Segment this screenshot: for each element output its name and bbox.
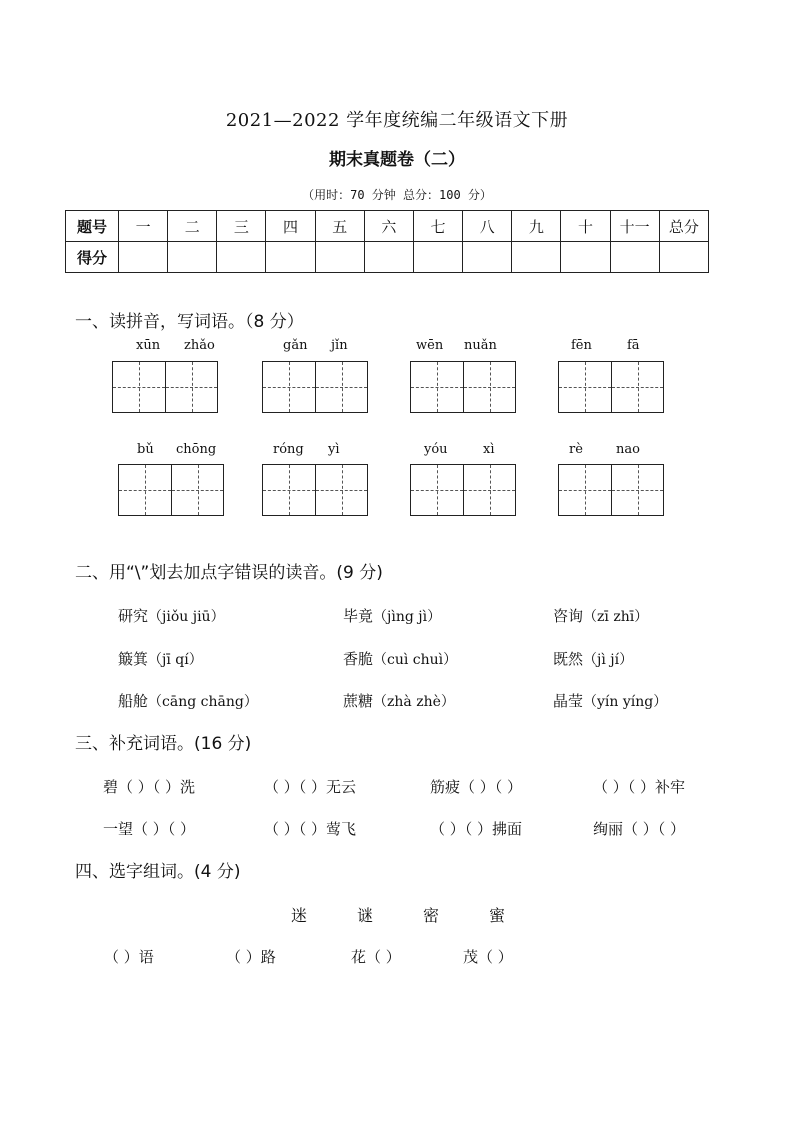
writing-grid[interactable] [118, 464, 224, 516]
tianzige-cell[interactable] [315, 362, 367, 412]
score-table-score-row [66, 242, 709, 273]
pinyin-label: nuǎn [464, 338, 497, 353]
word-blank[interactable]: 茂（ ） [463, 948, 513, 966]
choice-char: 迷 [291, 906, 308, 925]
pinyin-label: xūn [136, 338, 161, 353]
idiom-blank[interactable]: （ ）（ ）莺飞 [264, 820, 357, 838]
word-blank[interactable]: 花（ ） [351, 948, 401, 966]
time-info: （用时：70 分钟 总分：100 分） [302, 188, 492, 202]
idiom-blank[interactable]: 碧（ ）（ ）洗 [103, 778, 196, 796]
item-word: 晶莹 [553, 692, 584, 710]
writing-grid[interactable] [558, 361, 664, 413]
score-table-col: 一 [119, 211, 168, 242]
item-pinyin-options[interactable]: （yín yíng） [583, 694, 668, 710]
word-blank[interactable]: （ ）语 [104, 948, 154, 966]
item-pinyin-options[interactable]: （cāng chāng） [148, 694, 258, 710]
score-cell[interactable] [364, 242, 413, 273]
tianzige-cell[interactable] [463, 465, 515, 515]
item-pinyin-options[interactable]: （jī qí） [148, 652, 203, 668]
section4-heading: 四、选字组词。(4 分) [75, 862, 241, 882]
pronunciation-item [553, 690, 667, 711]
idiom-blank[interactable]: 筋疲（ ）（ ） [430, 778, 523, 796]
tianzige-cell[interactable] [559, 465, 611, 515]
tianzige-cell[interactable] [263, 465, 315, 515]
item-word: 船舱 [118, 692, 149, 710]
tianzige-cell[interactable] [315, 465, 367, 515]
score-table-col: 十 [561, 211, 610, 242]
page-title: 2021—2022 学年度统编二年级语文下册 [225, 110, 569, 131]
tianzige-cell[interactable] [559, 362, 611, 412]
pinyin-label: fēn [571, 338, 592, 353]
section2-heading: 二、用“\”划去加点字错误的读音。(9 分) [75, 563, 383, 583]
score-cell[interactable] [315, 242, 364, 273]
score-table-row-label: 得分 [66, 242, 119, 273]
score-cell[interactable] [266, 242, 315, 273]
score-table-col: 八 [463, 211, 512, 242]
tianzige-cell[interactable] [411, 465, 463, 515]
pronunciation-item [553, 605, 648, 626]
idiom-blank[interactable]: 一望（ ）（ ） [103, 820, 196, 838]
choice-char: 蜜 [489, 906, 506, 925]
pinyin-label: wēn [416, 338, 444, 353]
tianzige-cell[interactable] [463, 362, 515, 412]
score-cell[interactable] [561, 242, 610, 273]
page-subtitle: 期末真题卷（二） [329, 150, 465, 170]
word-blank[interactable]: （ ）路 [226, 948, 276, 966]
pronunciation-item [343, 648, 457, 669]
idiom-blank[interactable]: （ ）（ ）无云 [264, 778, 357, 796]
score-cell[interactable] [512, 242, 561, 273]
pronunciation-item [118, 648, 203, 669]
item-pinyin-options[interactable]: （zhà zhè） [373, 694, 455, 710]
pinyin-label: gǎn [283, 338, 308, 353]
pronunciation-item [553, 648, 633, 669]
idiom-blank[interactable]: （ ）（ ）拂面 [430, 820, 523, 838]
item-pinyin-options[interactable]: （jiǒu jiū） [148, 609, 225, 625]
pinyin-label: róng [273, 442, 304, 457]
score-table-col: 十一 [610, 211, 659, 242]
item-word: 蔗糖 [343, 692, 374, 710]
tianzige-cell[interactable] [411, 362, 463, 412]
pinyin-label: chōng [176, 442, 217, 457]
choice-char: 密 [423, 906, 440, 925]
item-pinyin-options[interactable]: （jì jí） [583, 652, 634, 668]
score-cell[interactable] [610, 242, 659, 273]
pinyin-label: jǐn [331, 338, 348, 353]
item-word: 既然 [553, 650, 584, 668]
pinyin-label: rè [569, 442, 583, 457]
tianzige-cell[interactable] [165, 362, 217, 412]
score-table-col: 六 [364, 211, 413, 242]
score-cell[interactable] [659, 242, 708, 273]
tianzige-cell[interactable] [263, 362, 315, 412]
pronunciation-item [343, 690, 455, 711]
score-table-col: 四 [266, 211, 315, 242]
pronunciation-item [343, 605, 441, 626]
section1-heading: 一、读拼音，写词语。（8 分） [75, 312, 304, 332]
score-table-col: 七 [413, 211, 462, 242]
score-table-col: 五 [315, 211, 364, 242]
pinyin-label: bǔ [137, 442, 154, 457]
score-cell[interactable] [463, 242, 512, 273]
writing-grid[interactable] [558, 464, 664, 516]
tianzige-cell[interactable] [119, 465, 171, 515]
tianzige-cell[interactable] [611, 362, 663, 412]
tianzige-cell[interactable] [611, 465, 663, 515]
pinyin-label: xì [483, 442, 495, 457]
pinyin-label: fā [627, 338, 640, 353]
item-word: 簸箕 [118, 650, 149, 668]
tianzige-cell[interactable] [171, 465, 223, 515]
writing-grid[interactable] [262, 361, 368, 413]
item-word: 毕竟 [343, 607, 374, 625]
pronunciation-item [118, 690, 258, 711]
item-pinyin-options[interactable]: （jìng jì） [373, 609, 442, 625]
choice-char: 谜 [357, 906, 374, 925]
idiom-blank[interactable]: （ ）（ ）补牢 [593, 778, 686, 796]
score-table-col: 二 [168, 211, 217, 242]
pinyin-label: nao [616, 442, 640, 457]
section3-heading: 三、补充词语。(16 分) [75, 734, 252, 754]
tianzige-cell[interactable] [113, 362, 165, 412]
pinyin-label: zhǎo [184, 338, 215, 353]
item-word: 研究 [118, 607, 149, 625]
score-cell[interactable] [119, 242, 168, 273]
item-pinyin-options[interactable]: （cuì chuì） [373, 652, 458, 668]
writing-grid[interactable] [410, 361, 516, 413]
score-table [65, 210, 709, 273]
score-table-row-label: 题号 [66, 211, 119, 242]
score-table-col: 三 [217, 211, 266, 242]
pinyin-label: yóu [424, 442, 448, 457]
item-word: 香脆 [343, 650, 374, 668]
score-table-col: 总分 [659, 211, 708, 242]
writing-grid[interactable] [410, 464, 516, 516]
item-pinyin-options[interactable]: （zī zhī） [583, 609, 649, 625]
score-table-col: 九 [512, 211, 561, 242]
score-cell[interactable] [413, 242, 462, 273]
item-word: 咨询 [553, 607, 584, 625]
score-table-header-row [66, 211, 709, 242]
idiom-blank[interactable]: 绚丽（ ）（ ） [593, 820, 686, 838]
writing-grid[interactable] [262, 464, 368, 516]
pronunciation-item [118, 605, 225, 626]
pinyin-label: yì [328, 442, 340, 457]
score-cell[interactable] [168, 242, 217, 273]
writing-grid[interactable] [112, 361, 218, 413]
score-cell[interactable] [217, 242, 266, 273]
